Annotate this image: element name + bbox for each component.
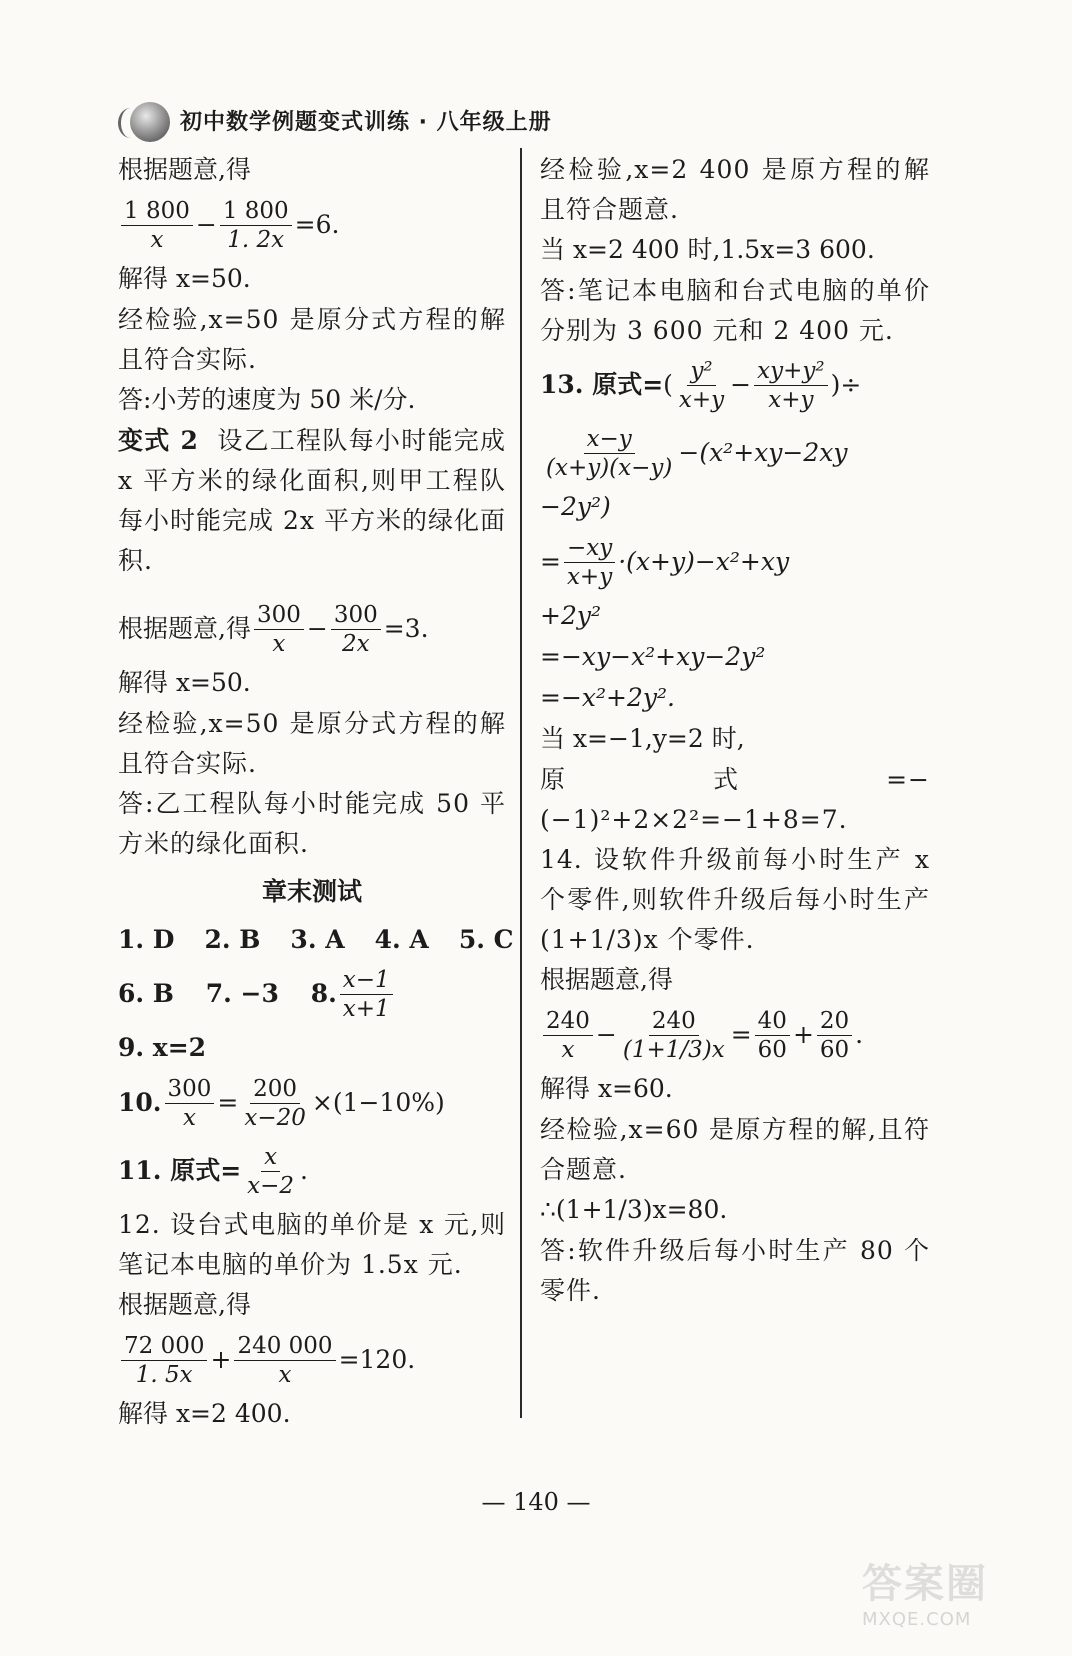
section-title: 章末测试 [261,877,362,906]
math-line: +2y² [540,601,601,630]
page-number: — 140 — [481,1488,591,1516]
equation-4: $\frac{240}{x}$ − $\frac{240}{(1+1/3)x}$ = $\frac{40}{60}$ + $\frac{20}{60}$ . [540,1001,930,1069]
text-line: 答:小芳的速度为 50 米/分. [118,385,416,414]
question-13-line-1: 13. 原式= ( $\frac{\text{y²}}{x+y}$ − $\frac{\text{xy+y²}}{x+y}$ )÷ [540,357,862,413]
question-14: 14. 设软件升级前每小时生产 x 个零件,则软件升级后每小时生产(1+1/3)x 个零件. [540,845,930,954]
left-column [118,150,514,1435]
text-line: ∴(1+1/3)x=80. [540,1195,728,1224]
page-header [118,90,552,150]
text-line: 根据题意,得 [118,1290,251,1319]
answers-row-2: 6. B 7. −3 8. $\frac{x-1}{x+1}$ [118,960,506,1028]
question-13-line-2: $\frac{x-y}{(x+y)(x-y)}$ −(x²+xy−2xy [546,425,848,481]
column-divider [520,148,522,1418]
text-line: 解得 x=50. [118,264,251,293]
text-line: 解得 x=50. [118,668,251,697]
text-line: 解得 x=60. [540,1074,673,1103]
text-paragraph: 答:乙工程队每小时能完成 50 平方米的绿化面积. [118,789,506,858]
text-line: 当 x=−1,y=2 时, [540,724,745,753]
book-title: 初中数学例题变式训练 · 八年级上册 [180,109,552,135]
equation-1: $\frac{1 800}{x}$ − $\frac{1 800}{1. 2x}$ =6. [118,191,506,259]
answer-10: 10. $\frac{300}{x}$ = $\frac{200}{x-20}$ ×(1−10%) [118,1075,445,1131]
answer-11: 11. 原式= $\frac{x}{x-2}$ . [118,1143,308,1199]
variant-label: 变式 2 [118,426,199,455]
text-paragraph: 经检验,x=60 是原方程的解,且符合题意. [540,1115,930,1184]
text-line: 解得 x=2 400. [118,1399,291,1428]
question-13-line-4: = $\frac{-xy}{x+y}$ ·(x+y)−x²+xy [540,534,790,590]
text-paragraph: 经检验,x=50 是原分式方程的解且符合实际. [118,305,506,374]
right-column [540,150,930,1311]
answer-12: 12. 设台式电脑的单价是 x 元,则笔记本电脑的单价为 1.5x 元. [118,1210,506,1279]
answers-row-1: 1. D 2. B 3. A 4. A 5. C [118,925,514,954]
math-line: =−xy−x²+xy−2y² [540,642,766,671]
math-line: =−x²+2y². [540,683,675,712]
equation-2: 根据题意,得 $\frac{300}{x}$ − $\frac{300}{2x}$ =3. [118,601,429,657]
text-line: 当 x=2 400 时,1.5x=3 600. [540,235,875,264]
text-paragraph: 经检验,x=2 400 是原方程的解且符合题意. [540,155,930,224]
watermark-logo [862,1552,1032,1638]
globe-logo-icon [118,98,174,142]
text-line: 根据题意,得 [540,965,673,994]
answer-9: 9. x=2 [118,1033,207,1062]
text-paragraph: 经检验,x=50 是原分式方程的解且符合实际. [118,709,506,778]
text-line: 根据题意,得 [118,155,251,184]
text-paragraph: 答:笔记本电脑和台式电脑的单价分别为 3 600 元和 2 400 元. [540,276,930,345]
variant-2-paragraph: 变式 2 设乙工程队每小时能完成 x 平方米的绿化面积,则甲工程队每小时能完成 2x 平方米的绿化面积. [118,426,506,575]
watermark-url: MXQE.COM [862,1609,972,1630]
equation-3: $\frac{72 000}{1. 5x}$ + $\frac{240 000}{x}$ =120. [118,1326,506,1394]
watermark-text: 答案圈 [862,1561,988,1607]
text-paragraph: 答:软件升级后每小时生产 80 个零件. [540,1236,930,1305]
math-line: −2y²) [540,492,611,521]
text-paragraph: 原式=−(−1)²+2×2²=−1+8=7. [540,765,930,834]
